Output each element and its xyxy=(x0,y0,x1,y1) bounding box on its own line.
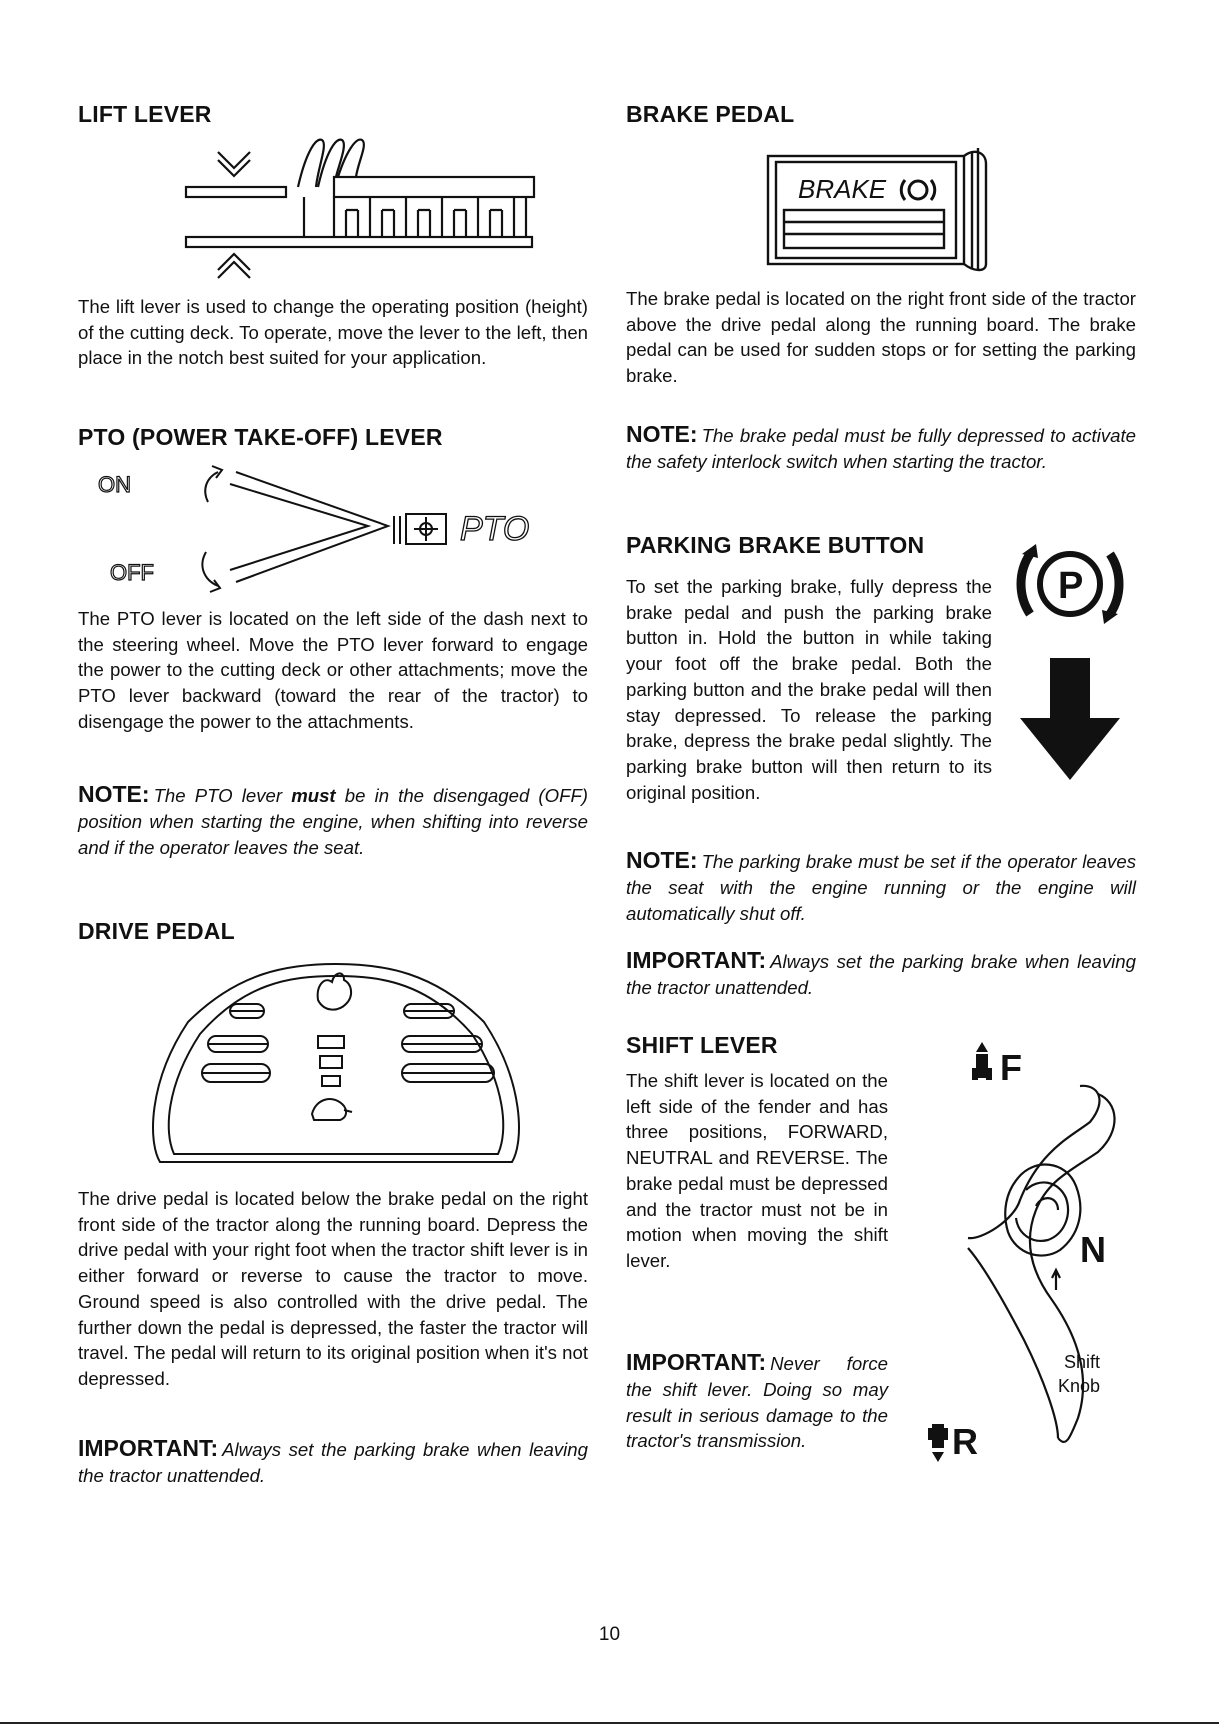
parking-brake-text: To set the parking brake, fully depress the brake pedal and push the parking brake button in. Hold the button in while taking your foot off the brake pedal. Both the parking button and the brake pedal will then stay depressed. To release the parking brake, depress the brake pedal slightly. The parking brake button will then return to its original position. xyxy=(626,576,992,803)
bottom-rule xyxy=(0,1722,1219,1724)
drive-important-text: Always set the parking brake when leaving the tractor unattended. xyxy=(78,1439,588,1486)
shift-important-label: IMPORTANT: xyxy=(626,1349,767,1375)
parking-brake-icon xyxy=(1012,524,1142,804)
pto-lever-text: The PTO lever is located on the left side of the dash next to the steering wheel. Move the PTO lever forward to engage the power to the cutting deck or other attachments; move the PTO lever backward (toward the rear of the tractor) to disengage the power to the attachments. xyxy=(78,608,588,732)
forward-tractor-icon xyxy=(972,1042,992,1080)
shift-important xyxy=(626,1350,888,1454)
drive-important-label: IMPORTANT: xyxy=(78,1435,219,1461)
shift-lever-heading: SHIFT LEVER xyxy=(626,1032,778,1058)
parking-important-text: Always set the parking brake when leaving the tractor unattended. xyxy=(626,951,1136,998)
pto-note-text: The PTO lever xyxy=(153,785,292,806)
parking-brake-icon-letter: P xyxy=(1058,565,1084,607)
drive-pedal-heading: DRIVE PEDAL xyxy=(78,918,235,944)
brake-note-text: The brake pedal must be fully depressed to activate the safety interlock switch when starting the tractor. xyxy=(626,425,1136,472)
lift-lever-heading: LIFT LEVER xyxy=(78,101,212,127)
pto-text-label: PTO xyxy=(460,510,530,548)
parking-note-label: NOTE: xyxy=(626,847,698,873)
lift-lever-text: The lift lever is used to change the operating position (height) of the cutting deck. To operate, move the lever to the left, then place in the notch best suited for your application. xyxy=(78,296,588,369)
shift-label-f: F xyxy=(1000,1047,1022,1088)
shift-label-r: R xyxy=(952,1421,978,1462)
shift-knob-label-line1: Shift xyxy=(1064,1352,1101,1372)
parking-important-label: IMPORTANT: xyxy=(626,947,767,973)
lift-lever-illustration xyxy=(186,132,538,282)
brake-symbol-icon xyxy=(901,180,935,200)
brake-pedal-text: The brake pedal is located on the right front side of the tractor above the drive pedal along the running board. The brake pedal can be used for sudden stops or for setting the parking brake. xyxy=(626,288,1136,387)
shift-important-text: Never force the shift lever. Doing so may result in serious damage to the tractor's transmission. xyxy=(626,1353,888,1452)
drive-pedal-illustration xyxy=(148,962,523,1170)
brake-pedal-illustration xyxy=(764,138,994,272)
brake-note xyxy=(626,422,1136,475)
page-number: 10 xyxy=(598,1624,621,1645)
brake-pedal-heading: BRAKE PEDAL xyxy=(626,101,795,127)
shift-label-n: N xyxy=(1080,1229,1106,1270)
parking-brake-heading: PARKING BRAKE BUTTON xyxy=(626,532,925,558)
shift-lever-text: The shift lever is located on the left side of the fender and has three positions, FORWARD, NEUTRAL and REVERSE. The brake pedal must be depressed and the tractor must not be in motion when moving the shift lever. xyxy=(626,1070,888,1271)
down-arrow-icon xyxy=(1020,658,1120,780)
parking-note-text: The parking brake must be set if the operator leaves the seat with the engine running or the engine will automatically shut off. xyxy=(626,851,1136,924)
drive-pedal-text: The drive pedal is located below the brake pedal on the right front side of the tractor along the running board. Depress the drive pedal with your right foot when the tractor shift lever is in either forward or reverse to cause the tractor to move. Ground speed is also controlled with the drive pedal. The further down the pedal is depressed, the faster the tractor will travel. The pedal will return to its original position when it's not depressed. xyxy=(78,1188,588,1389)
pto-note-text-cont: be in the disengaged (OFF) position when starting the engine, when shifting into reverse and if the operator leaves the seat. xyxy=(78,785,588,858)
pto-note-emphasis: must xyxy=(291,785,336,806)
pto-off-label: OFF xyxy=(110,560,154,585)
shift-knob-label-line2: Knob xyxy=(1058,1376,1101,1396)
pto-note xyxy=(78,782,588,860)
reverse-tractor-icon xyxy=(928,1424,948,1462)
pto-lever-heading: PTO (POWER TAKE-OFF) LEVER xyxy=(78,424,443,450)
brake-note-label: NOTE: xyxy=(626,421,698,447)
drive-pedal-important xyxy=(78,1436,588,1489)
pto-illustration xyxy=(98,462,568,602)
parking-note xyxy=(626,848,1136,926)
pto-on-label: ON xyxy=(98,472,131,497)
brake-pedal-label: BRAKE xyxy=(798,174,887,204)
shift-lever-illustration xyxy=(908,1040,1136,1480)
pto-note-label: NOTE: xyxy=(78,781,150,807)
parking-important xyxy=(626,948,1136,1001)
